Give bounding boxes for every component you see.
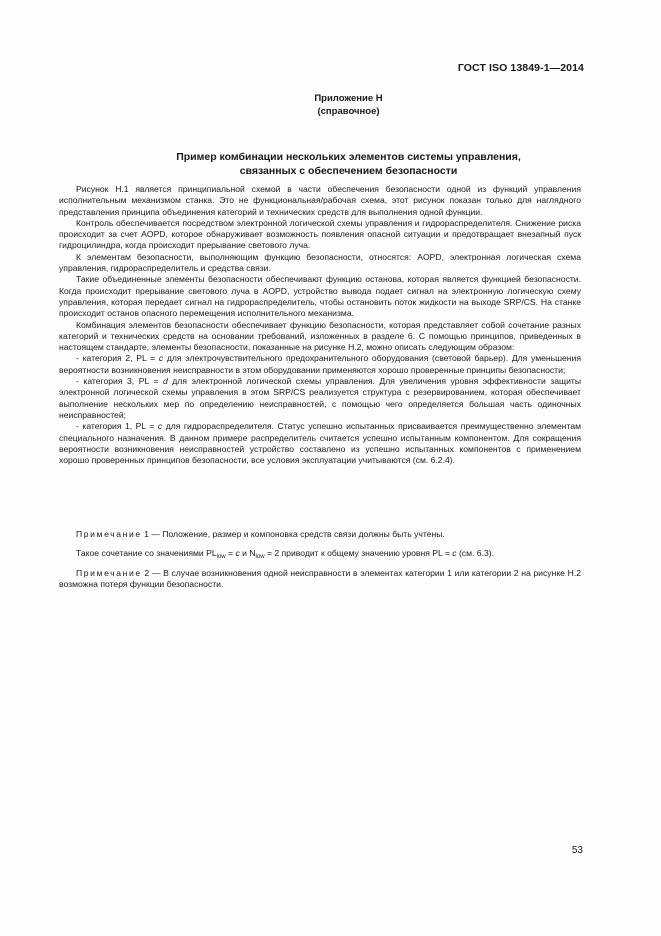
subscript: low	[255, 554, 265, 561]
page-number: 53	[571, 845, 583, 856]
statement-text: Такое сочетание со значениями PL	[76, 548, 217, 559]
note-text: 1 — Положение, размер и компоновка средств связи должны быть учтены.	[141, 529, 445, 539]
list-item-text: - категория 3, PL =	[76, 376, 163, 387]
statement-text: и N	[239, 548, 256, 559]
statement-text: = 2 приводит к общему значению уровня PL =	[264, 548, 453, 559]
pl-value: c	[157, 421, 163, 432]
notes-block	[59, 529, 581, 598]
pl-value: d	[162, 376, 168, 387]
note-label: Примечание	[76, 529, 142, 539]
note-2	[59, 568, 581, 591]
paragraph-5: Комбинация элементов безопасности обеспечивает функцию безопасности, которая представляет собой сочетание разных категорий и технических средств на основании требований, изложенных в разделе 6. С помощью принципов, приведенных в настоящем стандарте, элементы безопасности, показанные на рисунке Н.2, можно описать следующим образом:	[59, 319, 581, 353]
note-text: 2 — В случае возникновения одной неисправности в элементах категории 1 или категории 2 на рисунке Н.2 возможна потеря функции безопасности.	[59, 567, 581, 589]
list-item-category-1	[59, 421, 581, 466]
pl-value: c	[452, 548, 457, 559]
section-title-line-1: Пример комбинации нескольких элементов системы управления,	[176, 151, 521, 163]
paragraph-3: К элементам безопасности, выполняющим функцию безопасности, относятся: AOPD, электронная логическая схема управления, гидрораспределитель и средства связи.	[59, 251, 581, 274]
document-code: ГОСТ ISO 13849-1—2014	[457, 62, 584, 74]
list-item-category-2	[59, 353, 581, 376]
subscript: low	[216, 554, 226, 561]
paragraph-1: Рисунок Н.1 является принципиальной схемой в части обеспечения безопасности одной из функций управления исполнительным механизмом станка. Это не функциональная/рабочая схема, этот рисунок показан только для наглядного представления принципа объединения категорий и технических средств для выполнения одной функции.	[59, 184, 581, 217]
section-title-line-2: связанных с обеспечением безопасности	[239, 164, 458, 177]
statement-text: (см. 6.3).	[456, 548, 494, 559]
list-item-text: для электронной логической схемы управления. Для увеличения уровня эффективности защиты электронной логической схемы управления в этом SRP/CS реализуется структура с резервированием, которая обеспечивает выполнение нескольких мер по определению неисправностей, с помощью чего определяется большая часть одиночных неисправностей;	[59, 376, 581, 420]
pl-value: c	[158, 353, 164, 364]
list-item-text: для электрочувствительного предохранительного оборудования (световой барьер). Для уменьшения вероятности возникновения неисправности в этом оборудовании применяются хорошо проверенные принципы безопасности;	[59, 353, 581, 375]
note-1	[59, 529, 581, 540]
list-item-text: - категория 1, PL =	[76, 421, 158, 432]
combination-statement	[59, 548, 581, 559]
annex-heading	[0, 92, 661, 118]
section-title	[0, 151, 661, 178]
list-item-category-3	[59, 376, 581, 421]
body-text	[59, 184, 581, 466]
paragraph-4: Такие объединенные элементы безопасности обеспечивают функцию останова, которая является функцией безопасности. Когда происходит прерывание светового луча в AOPD, устройство вывода подает сигнал на электронную логическую схему управления, которая передает сигнал на гидрораспределитель, чтобы остановить поток жидкости на выходе SRP/CS. На станке происходит останов опасного перемещения исполнительного механизма.	[59, 274, 581, 319]
pl-value: c	[235, 548, 240, 559]
annex-label: Приложение Н	[314, 93, 383, 104]
paragraph-2: Контроль обеспечивается посредством электронной логической схемы управления и гидрораспределителя. Снижение риска происходит за счет AOPD, которое обнаруживает возможность появления опасной ситуации и предотвращает внезапный пуск гидроцилиндра, когда происходит прерывание светового луча.	[59, 217, 581, 251]
note-label: Примечание	[76, 567, 142, 578]
list-item-text: для гидрораспределителя. Статус успешно испытанных присваивается преимущественно элементам специального назначения. В данном примере распределитель считается успешно испытанным компонентом. Для сокращения вероятности возникновения неисправностей устройство составлено из успешно испытанных компонентов с применением хорошо проверенных принципов безопасности, все условия эксплуатации учитываются (см. 6.2.4).	[59, 421, 582, 466]
statement-text: =	[225, 548, 236, 559]
list-item-text: - категория 2, PL =	[76, 353, 159, 364]
annex-type: (справочное)	[317, 106, 380, 117]
